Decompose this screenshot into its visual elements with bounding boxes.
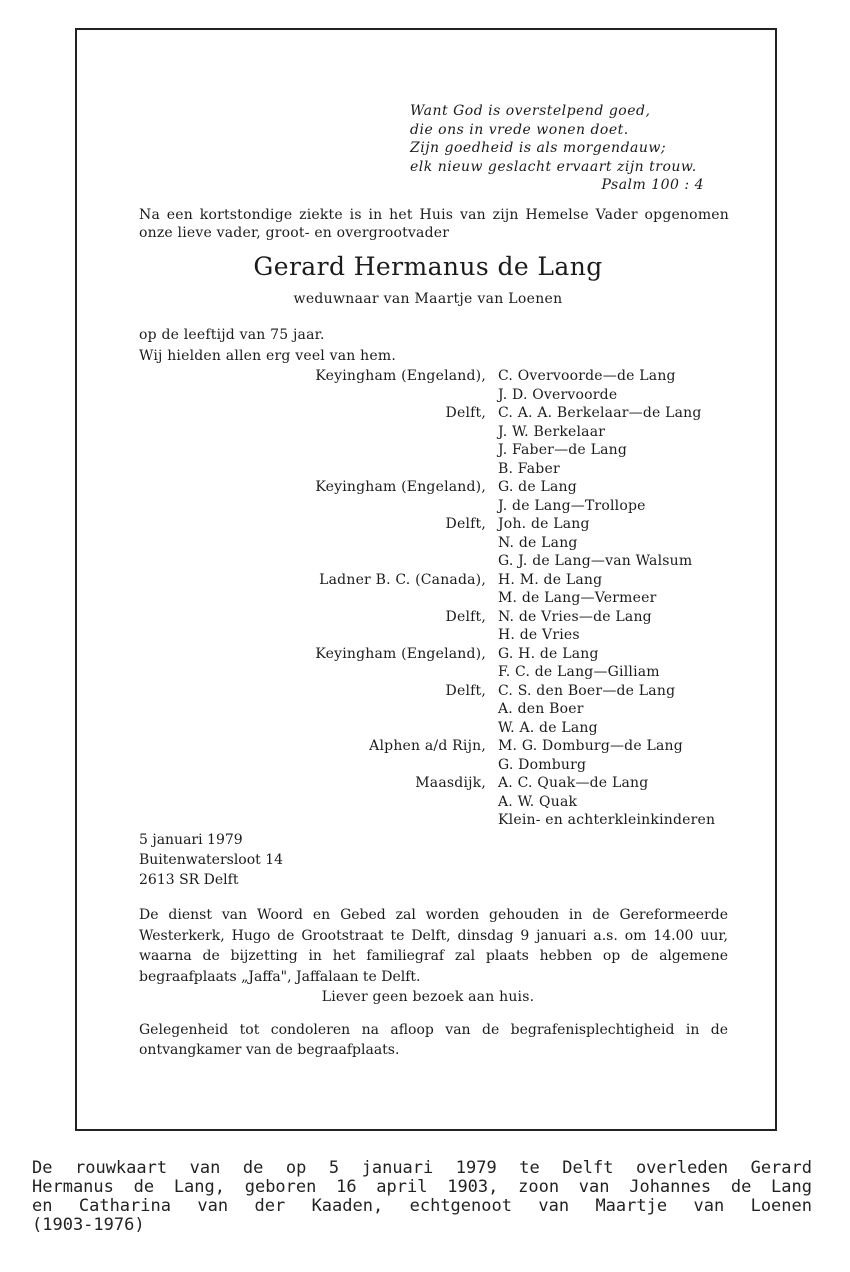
service-text: De dienst van Woord en Gebed zal worden gehouden in de Gereformeerde Westerkerk, Hugo de Grootstraat te Delft, dinsdag 9 januari a.s. om 14.00 uur, waarna de bijzetting in het familiegraf zal plaats hebben op de algemene begraafplaats „Jaffa", Jaffalaan te Delft.	[139, 907, 728, 985]
caption-line: Hermanus de Lang, geboren 16 april 1903, zoon van Johannes de Lang	[32, 1177, 812, 1197]
family-row	[77, 590, 779, 609]
family-place: Delft,	[445, 516, 486, 532]
family-person: N. de Lang	[498, 534, 578, 551]
family-person: N. de Vries—de Lang	[498, 608, 652, 625]
family-person: B. Faber	[498, 460, 560, 477]
family-person: Klein- en achterkleinkinderen	[498, 812, 716, 828]
family-row	[77, 794, 779, 813]
family-person: C. S. den Boer—de Lang	[498, 682, 676, 699]
condolence-text: Gelegenheid tot condoleren na afloop van de begrafenisplechtigheid in de ontvangkamer van de begraafplaats.	[139, 1022, 728, 1058]
family-row	[77, 572, 779, 591]
family-person: H. de Vries	[498, 627, 580, 643]
family-person: Joh. de Lang	[498, 516, 590, 532]
family-place: Ladner B. C. (Canada),	[319, 571, 486, 588]
verse-line: elk nieuw geslacht ervaart zijn trouw.	[410, 158, 697, 175]
caption-line: en Catharina van der Kaaden, echtgenoot van Maartje van Loenen	[32, 1196, 812, 1216]
age-line: op de leeftijd van 75 jaar.	[139, 327, 325, 343]
mourning-card	[75, 28, 777, 1131]
photo-caption	[32, 1159, 812, 1235]
family-row	[77, 387, 779, 406]
deceased-name: Gerard Hermanus de Lang	[253, 252, 603, 281]
family-row	[77, 627, 779, 646]
family-person: H. M. de Lang	[498, 571, 603, 588]
family-row	[77, 442, 779, 461]
verse-line: die ons in vrede wonen doet.	[410, 121, 629, 138]
family-row	[77, 535, 779, 554]
family-list	[77, 368, 779, 831]
family-row	[77, 812, 779, 831]
family-row	[77, 738, 779, 757]
family-place: Alphen a/d Rijn,	[369, 738, 486, 754]
family-person: C. Overvoorde—de Lang	[498, 368, 676, 384]
caption-line: De rouwkaart van de op 5 januari 1979 te Delft overleden Gerard	[32, 1158, 812, 1178]
family-row	[77, 405, 779, 424]
address-date: 5 januari 1979	[139, 832, 243, 848]
family-row	[77, 683, 779, 702]
family-person: M. de Lang—Vermeer	[498, 590, 657, 606]
family-place: Delft,	[445, 608, 486, 625]
family-row	[77, 609, 779, 628]
address-block	[139, 830, 283, 890]
family-row	[77, 498, 779, 517]
love-line: Wij hielden allen erg veel van hem.	[139, 348, 396, 364]
family-person: G. H. de Lang	[498, 645, 599, 662]
family-person: W. A. de Lang	[498, 719, 598, 736]
family-place: Delft,	[445, 682, 486, 699]
family-person: J. de Lang—Trollope	[498, 497, 646, 514]
family-person: A. W. Quak	[498, 793, 578, 810]
verse-reference: Psalm 100 : 4	[601, 177, 704, 193]
announcement-text: Na een kortstondige ziekte is in het Huis van zijn Hemelse Vader opgenomen onze lieve vader, groot- en overgrootvader	[139, 207, 729, 241]
family-person: J. W. Berkelaar	[498, 423, 606, 440]
family-person: F. C. de Lang—Gilliam	[498, 664, 660, 680]
caption-line: (1903-1976)	[32, 1215, 145, 1235]
family-place: Maasdijk,	[415, 775, 486, 791]
family-place: Keyingham (Engeland),	[315, 645, 486, 662]
family-row	[77, 424, 779, 443]
family-person: G. J. de Lang—van Walsum	[498, 553, 693, 569]
family-place: Keyingham (Engeland),	[315, 368, 486, 384]
family-place: Keyingham (Engeland),	[315, 479, 486, 495]
family-person: A. den Boer	[498, 701, 584, 717]
verse-line: Zijn goedheid is als morgendauw;	[410, 140, 667, 156]
family-row	[77, 757, 779, 776]
family-person: A. C. Quak—de Lang	[498, 775, 649, 791]
address-street: Buitenwatersloot 14	[139, 852, 284, 868]
family-person: G. Domburg	[498, 756, 587, 773]
widower-line: weduwnaar van Maartje van Loenen	[293, 291, 563, 307]
family-row	[77, 368, 779, 387]
family-person: G. de Lang	[498, 479, 577, 495]
family-place: Delft,	[445, 405, 486, 421]
psalm-verse	[410, 102, 710, 195]
family-person: J. Faber—de Lang	[498, 442, 627, 458]
family-row	[77, 701, 779, 720]
family-row	[77, 461, 779, 480]
address-city: 2613 SR Delft	[139, 872, 239, 888]
verse-line: Want God is overstelpend goed,	[410, 103, 651, 119]
family-row	[77, 479, 779, 498]
no-visit-line: Liever geen bezoek aan huis.	[321, 989, 535, 1005]
family-row	[77, 775, 779, 794]
family-person: C. A. A. Berkelaar—de Lang	[498, 405, 702, 421]
family-row	[77, 720, 779, 739]
family-row	[77, 664, 779, 683]
family-row	[77, 516, 779, 535]
family-row	[77, 646, 779, 665]
family-person: J. D. Overvoorde	[498, 386, 618, 403]
family-row	[77, 553, 779, 572]
family-person: M. G. Domburg—de Lang	[498, 738, 683, 754]
